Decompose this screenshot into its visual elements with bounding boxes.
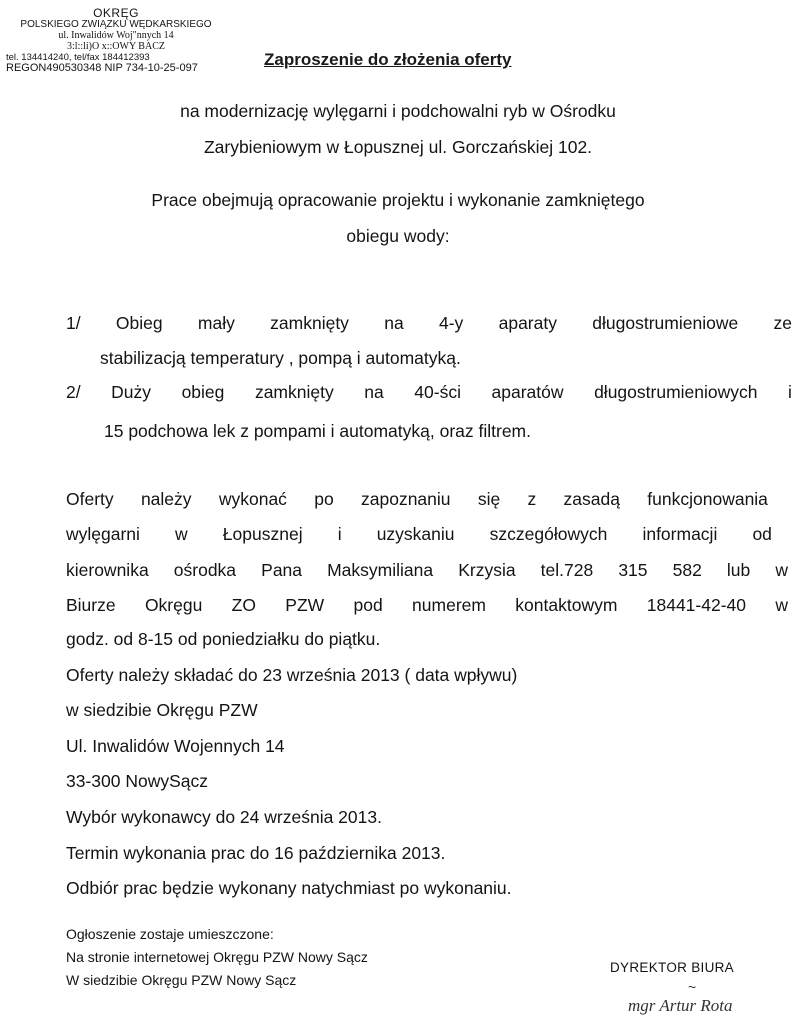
- stamp-line-2: POLSKIEGO ZWIĄZKU WĘDKARSKIEGO: [20, 19, 212, 30]
- word: na: [364, 382, 384, 402]
- word: długostrumieniowych: [594, 382, 758, 402]
- word: po: [314, 489, 334, 509]
- word: z: [527, 489, 537, 509]
- office-stamp: [6, 8, 226, 74]
- item-2-line-2: 15 podchowa lek z pompami i automatyką, oraz filtrem.: [104, 421, 531, 441]
- word: funkcjonowania: [647, 489, 768, 509]
- word: ośrodka: [173, 560, 237, 580]
- word: należy: [140, 489, 192, 509]
- footer-line-3: W siedzibie Okręgu PZW Nowy Sącz: [66, 972, 297, 988]
- stamp-line-3: ul. Inwalidów Woj"nnych 14: [58, 30, 174, 41]
- word: informacji: [642, 524, 718, 544]
- word: zasadą: [563, 489, 620, 509]
- word: 40-ści: [414, 382, 461, 402]
- word: lub: [726, 560, 751, 580]
- word: ze: [773, 313, 792, 333]
- word: Oferty: [66, 489, 114, 509]
- word: w: [775, 595, 788, 615]
- stamp-line-5: tel. 134414240, tel/fax 184412393: [6, 52, 150, 63]
- word: 1/: [66, 313, 81, 333]
- word: i: [788, 382, 792, 402]
- word: mały: [197, 313, 235, 333]
- word: zamknięty: [254, 382, 334, 402]
- word: pod: [353, 595, 383, 615]
- word: kierownika: [66, 560, 149, 580]
- offer-line-5: godz. od 8-15 od poniedziałku do piątku.: [66, 629, 381, 649]
- word: zapoznaniu: [361, 489, 451, 509]
- word: wykonać: [218, 489, 287, 509]
- word: Duży: [111, 382, 152, 402]
- word: od: [752, 524, 772, 544]
- word: w: [775, 560, 788, 580]
- word: Łopusznej: [222, 524, 303, 544]
- word: na: [384, 313, 404, 333]
- offer-row-3: [66, 559, 788, 581]
- word: Biurze: [66, 595, 116, 615]
- word: w: [175, 524, 188, 544]
- word: zamknięty: [270, 313, 349, 333]
- word: Krzysia: [458, 560, 516, 580]
- scope-line-2: obiegu wody:: [346, 226, 450, 246]
- director-signature: mgr Artur Rota: [628, 996, 733, 1015]
- footer-line-1: Ogłoszenie zostaje umieszczone:: [66, 926, 274, 942]
- word: tel.728: [540, 560, 594, 580]
- scope-line-1: Prace obejmują opracowanie projektu i wykonanie zamkniętego: [151, 190, 645, 210]
- word: szczegółowych: [489, 524, 608, 544]
- signature-mark: ~: [688, 979, 697, 995]
- word: uzyskaniu: [376, 524, 455, 544]
- item-2-row-1: [66, 381, 792, 403]
- selection-line: Wybór wykonawcy do 24 września 2013.: [66, 807, 382, 827]
- address-line-2: Ul. Inwalidów Wojennych 14: [66, 736, 285, 756]
- item-1-row-1: [66, 312, 792, 334]
- word: PZW: [285, 595, 325, 615]
- acceptance-line: Odbiór prac będzie wykonany natychmiast po wykonaniu.: [66, 878, 512, 898]
- word: aparatów: [491, 382, 564, 402]
- intro-line-1: na modernizację wylęgarni i podchowalni ryb w Ośrodku: [180, 101, 616, 121]
- word: Pana: [261, 560, 303, 580]
- document-title: Zaproszenie do złożenia oferty: [264, 50, 512, 69]
- word: 582: [672, 560, 702, 580]
- word: Maksymiliana: [327, 560, 434, 580]
- footer-line-2: Na stronie internetowej Okręgu PZW Nowy Sącz: [66, 949, 368, 965]
- stamp-line-4: 3:l::li)O x::OWY BACZ: [67, 41, 165, 52]
- deadline-line: Oferty należy składać do 23 września 2013 ( data wpływu): [66, 665, 518, 685]
- word: długostrumieniowe: [592, 313, 739, 333]
- word: ZO: [231, 595, 256, 615]
- offer-row-1: [66, 488, 768, 510]
- stamp-line-6: REGON490530348 NIP 734-10-25-097: [6, 62, 198, 74]
- word: Okręgu: [144, 595, 203, 615]
- completion-line: Termin wykonania prac do 16 października 2013.: [66, 843, 446, 863]
- word: aparaty: [498, 313, 557, 333]
- stamp-line-1: OKRĘG: [93, 6, 139, 20]
- word: 2/: [66, 382, 81, 402]
- item-1-line-2: stabilizacją temperatury , pompą i automatyką.: [100, 348, 461, 368]
- address-line-3: 33-300 NowySącz: [66, 771, 209, 791]
- word: 4-y: [439, 313, 464, 333]
- word: numerem: [412, 595, 486, 615]
- address-line-1: w siedzibie Okręgu PZW: [66, 700, 258, 720]
- offer-row-2: [66, 523, 772, 545]
- word: 18441-42-40: [646, 595, 746, 615]
- word: 315: [618, 560, 648, 580]
- word: się: [477, 489, 501, 509]
- word: wylęgarni: [66, 524, 140, 544]
- intro-line-2: Zarybieniowym w Łopusznej ul. Gorczańskiej 102.: [203, 137, 593, 157]
- word: i: [337, 524, 342, 544]
- word: obieg: [181, 382, 225, 402]
- offer-row-4: [66, 594, 788, 616]
- word: Obieg: [115, 313, 163, 333]
- director-title: DYREKTOR BIURA: [610, 960, 734, 975]
- word: kontaktowym: [515, 595, 618, 615]
